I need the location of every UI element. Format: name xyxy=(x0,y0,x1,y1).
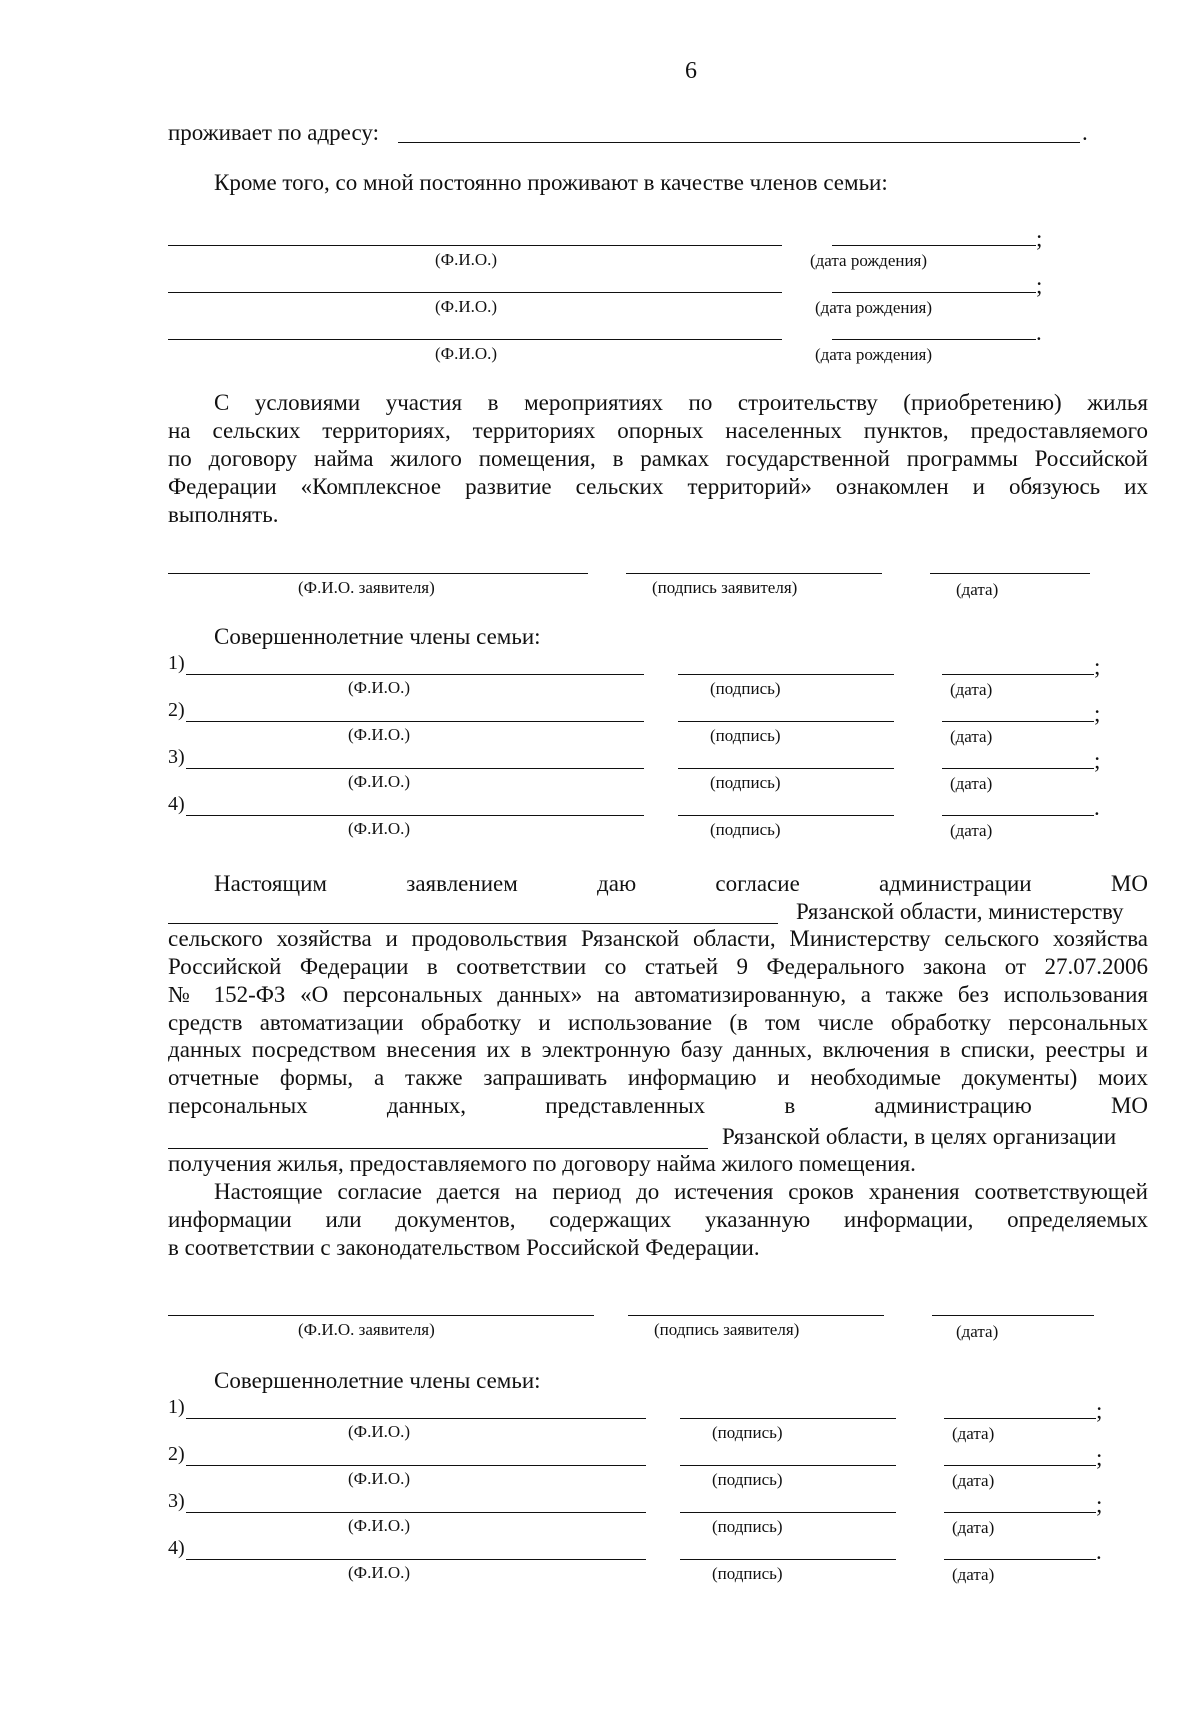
sign-blank-line xyxy=(678,674,894,675)
dob-blank-line xyxy=(832,245,1036,246)
date-blank-line xyxy=(942,768,1094,769)
consent-line-9 xyxy=(168,1093,1148,1119)
row-number: 1) xyxy=(168,652,185,674)
dob-caption: (дата рождения) xyxy=(810,251,928,270)
fio-caption: (Ф.И.О.) xyxy=(348,1422,411,1441)
row-end-mark: . xyxy=(1036,320,1042,345)
period-line-2: информации или документов, содержащих указанную информации, определяемых xyxy=(168,1207,1148,1232)
municipality-blank-line-2 xyxy=(168,1148,708,1149)
conditions-line-4: Федерации «Комплексное развитие сельских территорий» ознакомлен и обязуюсь их xyxy=(168,474,1148,499)
fio-blank-line xyxy=(186,768,644,769)
row-end-mark: ; xyxy=(1036,273,1043,298)
consent-line-1 xyxy=(214,871,1148,897)
row-end-mark: ; xyxy=(1096,1445,1103,1470)
word: даю xyxy=(597,871,637,896)
consent-line-2-tail: Рязанской области, министерству xyxy=(796,899,1124,924)
address-end-mark: . xyxy=(1082,120,1088,145)
word: данных, xyxy=(386,1093,467,1118)
applicant-date-line xyxy=(930,573,1090,574)
date-blank-line xyxy=(944,1559,1096,1560)
applicant-date-caption: (дата) xyxy=(956,1322,999,1341)
word: согласие xyxy=(715,871,800,896)
fio-blank-line xyxy=(186,1418,646,1419)
fio-blank-line xyxy=(186,815,644,816)
sign-caption: (подпись) xyxy=(712,1470,783,1489)
municipality-blank-line-1 xyxy=(168,923,778,924)
applicant-fio-caption: (Ф.И.О. заявителя) xyxy=(298,1320,435,1339)
date-blank-line xyxy=(944,1512,1096,1513)
row-end-mark: ; xyxy=(1036,226,1043,251)
family-intro: Кроме того, со мной постоянно проживают в качестве членов семьи: xyxy=(214,170,888,195)
sign-blank-line xyxy=(680,1465,896,1466)
date-blank-line xyxy=(942,721,1094,722)
fio-caption: (Ф.И.О.) xyxy=(348,1516,411,1535)
fio-blank-line xyxy=(168,245,782,246)
date-blank-line xyxy=(942,815,1094,816)
fio-caption: (Ф.И.О.) xyxy=(348,1563,411,1582)
row-end-mark: ; xyxy=(1096,1398,1103,1423)
fio-blank-line xyxy=(168,292,782,293)
row-end-mark: . xyxy=(1096,1539,1102,1564)
applicant-date-caption: (дата) xyxy=(956,580,999,599)
sign-blank-line xyxy=(680,1559,896,1560)
period-line-1: Настоящие согласие дается на период до истечения сроков хранения соответствующей xyxy=(214,1179,1148,1204)
dob-caption: (дата рождения) xyxy=(815,345,933,364)
date-caption: (дата) xyxy=(952,1518,995,1537)
row-end-mark: ; xyxy=(1094,654,1101,679)
sign-blank-line xyxy=(678,721,894,722)
date-blank-line xyxy=(944,1465,1096,1466)
address-blank-line xyxy=(398,142,1080,143)
conditions-line-3: по договору найма жилого помещения, в рамках государственной программы Российской xyxy=(168,446,1148,471)
row-number: 1) xyxy=(168,1396,185,1418)
date-caption: (дата) xyxy=(952,1424,995,1443)
row-end-mark: ; xyxy=(1096,1492,1103,1517)
fio-blank-line xyxy=(168,339,782,340)
fio-caption: (Ф.И.О.) xyxy=(348,1469,411,1488)
fio-caption: (Ф.И.О.) xyxy=(348,819,411,838)
row-number: 3) xyxy=(168,1490,185,1512)
period-line-3: в соответствии с законодательством Российской Федерации. xyxy=(168,1235,760,1260)
applicant-fio-line xyxy=(168,1315,594,1316)
word: МО xyxy=(1110,1093,1148,1118)
conditions-line-2: на сельских территориях, территориях опорных населенных пунктов, предоставляемого xyxy=(168,418,1148,443)
applicant-fio-line xyxy=(168,573,588,574)
adult-members-title: Совершеннолетние члены семьи: xyxy=(214,624,541,649)
sign-blank-line xyxy=(678,768,894,769)
date-caption: (дата) xyxy=(952,1471,995,1490)
consent-line-8: отчетные формы, а также запрашивать информацию и необходимые документы) моих xyxy=(168,1065,1148,1090)
address-label: проживает по адресу: xyxy=(168,120,379,145)
sign-caption: (подпись) xyxy=(710,679,781,698)
fio-caption: (Ф.И.О.) xyxy=(348,772,411,791)
word: заявлением xyxy=(406,871,518,896)
dob-caption: (дата рождения) xyxy=(815,298,933,317)
sign-blank-line xyxy=(680,1418,896,1419)
sign-caption: (подпись) xyxy=(710,726,781,745)
dob-blank-line xyxy=(832,339,1036,340)
row-number: 2) xyxy=(168,1443,185,1465)
sign-caption: (подпись) xyxy=(710,820,781,839)
word: Настоящим xyxy=(214,871,327,896)
conditions-line-1: С условиями участия в мероприятиях по строительству (приобретению) жилья xyxy=(214,390,1148,415)
sign-blank-line xyxy=(680,1512,896,1513)
word: представленных xyxy=(545,1093,706,1118)
consent-line-11: получения жилья, предоставляемого по договору найма жилого помещения. xyxy=(168,1151,916,1176)
fio-blank-line xyxy=(186,1559,646,1560)
date-caption: (дата) xyxy=(950,727,993,746)
sign-caption: (подпись) xyxy=(712,1423,783,1442)
fio-blank-line xyxy=(186,721,644,722)
applicant-date-line xyxy=(932,1315,1094,1316)
applicant-sign-caption: (подпись заявителя) xyxy=(654,1320,800,1339)
word: персональных xyxy=(168,1093,308,1118)
fio-blank-line xyxy=(186,1512,646,1513)
sign-caption: (подпись) xyxy=(712,1564,783,1583)
page-number: 6 xyxy=(685,58,697,84)
word: МО xyxy=(1110,871,1148,896)
date-caption: (дата) xyxy=(950,821,993,840)
applicant-sign-line xyxy=(626,573,882,574)
applicant-sign-caption: (подпись заявителя) xyxy=(652,578,798,597)
date-caption: (дата) xyxy=(950,774,993,793)
fio-blank-line xyxy=(186,674,644,675)
fio-caption: (Ф.И.О.) xyxy=(348,678,411,697)
applicant-fio-caption: (Ф.И.О. заявителя) xyxy=(298,578,435,597)
conditions-line-5: выполнять. xyxy=(168,502,279,527)
row-end-mark: ; xyxy=(1094,701,1101,726)
consent-line-5: № 152-ФЗ «О персональных данных» на автоматизированную, а также без использования xyxy=(168,982,1148,1007)
fio-caption: (Ф.И.О.) xyxy=(435,250,498,269)
consent-line-3: сельского хозяйства и продовольствия Рязанской области, Министерству сельского хозяйства xyxy=(168,926,1148,951)
date-blank-line xyxy=(944,1418,1096,1419)
consent-line-10-tail: Рязанской области, в целях организации xyxy=(722,1124,1117,1149)
fio-caption: (Ф.И.О.) xyxy=(435,297,498,316)
row-number: 3) xyxy=(168,746,185,768)
fio-caption: (Ф.И.О.) xyxy=(435,344,498,363)
word: администрацию xyxy=(874,1093,1032,1118)
date-caption: (дата) xyxy=(952,1565,995,1584)
consent-line-4: Российской Федерации в соответствии со статьей 9 Федерального закона от 27.07.2006 xyxy=(168,954,1148,979)
row-end-mark: ; xyxy=(1094,748,1101,773)
adult-members-title-2: Совершеннолетние члены семьи: xyxy=(214,1368,541,1393)
row-number: 4) xyxy=(168,1537,185,1559)
consent-line-7: данных посредством внесения их в электронную базу данных, включения в списки, реестры и xyxy=(168,1037,1148,1062)
date-blank-line xyxy=(942,674,1094,675)
sign-caption: (подпись) xyxy=(710,773,781,792)
fio-caption: (Ф.И.О.) xyxy=(348,725,411,744)
consent-line-6: средств автоматизации обработку и использование (в том числе обработку персональных xyxy=(168,1010,1148,1035)
sign-blank-line xyxy=(678,815,894,816)
row-number: 2) xyxy=(168,699,185,721)
fio-blank-line xyxy=(186,1465,646,1466)
word: в xyxy=(784,1093,796,1118)
applicant-sign-line xyxy=(628,1315,884,1316)
date-caption: (дата) xyxy=(950,680,993,699)
sign-caption: (подпись) xyxy=(712,1517,783,1536)
dob-blank-line xyxy=(832,292,1036,293)
row-number: 4) xyxy=(168,793,185,815)
row-end-mark: . xyxy=(1094,795,1100,820)
word: администрации xyxy=(879,871,1032,896)
